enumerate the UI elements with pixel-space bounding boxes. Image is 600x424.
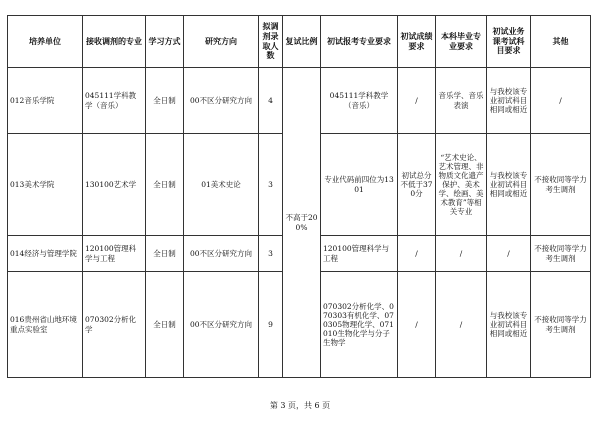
cell-score-req: 初试总分不低于370分	[398, 134, 436, 236]
cell-subject-req: /	[487, 236, 531, 272]
cell-unit: 012音乐学院	[8, 68, 83, 134]
header-unit: 培养单位	[8, 16, 83, 68]
cell-mode: 全日制	[146, 236, 184, 272]
header-row	[8, 16, 591, 68]
cell-unit: 016贵州省山地环境重点实验室	[8, 272, 83, 378]
cell-first-major-req: 070302分析化学、070303有机化学、070305物理化学、071010生物化学与分子生物学	[321, 272, 398, 378]
cell-quota: 9	[259, 272, 283, 378]
header-mode: 学习方式	[146, 16, 184, 68]
cell-other: /	[531, 68, 591, 134]
cell-direction: 01美术史论	[184, 134, 259, 236]
cell-unit: 014经济与管理学院	[8, 236, 83, 272]
cell-score-req: /	[398, 68, 436, 134]
header-other: 其他	[531, 16, 591, 68]
header-quota: 拟调剂录取人数	[259, 16, 283, 68]
cell-subject-req: 与我校该专业初试科目相同或相近	[487, 134, 531, 236]
header-undergrad-req: 本科毕业专业要求	[436, 16, 487, 68]
cell-direction: 00不区分研究方向	[184, 68, 259, 134]
page-footer: 第 3 页，共 6 页	[269, 401, 331, 410]
cell-direction: 00不区分研究方向	[184, 236, 259, 272]
cell-undergrad-req: /	[436, 272, 487, 378]
cell-major: 120100管理科学与工程	[83, 236, 146, 272]
cell-ratio: 不高于200%	[283, 68, 321, 378]
header-direction: 研究方向	[184, 16, 259, 68]
header-first-major-req: 初试报考专业要求	[321, 16, 398, 68]
header-ratio: 复试比例	[283, 16, 321, 68]
cell-undergrad-req: 音乐学、音乐表演	[436, 68, 487, 134]
cell-quota: 3	[259, 134, 283, 236]
cell-first-major-req: 专业代码前四位为1301	[321, 134, 398, 236]
header-score-req: 初试成绩要求	[398, 16, 436, 68]
table-row	[8, 68, 591, 134]
cell-undergrad-req: /	[436, 236, 487, 272]
cell-quota: 4	[259, 68, 283, 134]
cell-first-major-req: 045111学科教学（音乐）	[321, 68, 398, 134]
cell-first-major-req: 120100管理科学与工程	[321, 236, 398, 272]
cell-mode: 全日制	[146, 68, 184, 134]
cell-major: 045111学科教学（音乐）	[83, 68, 146, 134]
cell-direction: 00不区分研究方向	[184, 272, 259, 378]
header-subject-req: 初试业务课考试科目要求	[487, 16, 531, 68]
header-major: 接收调剂的专业	[83, 16, 146, 68]
cell-score-req: /	[398, 236, 436, 272]
cell-unit: 013美术学院	[8, 134, 83, 236]
cell-major: 130100艺术学	[83, 134, 146, 236]
cell-other: 不接收同等学力考生调剂	[531, 134, 591, 236]
cell-subject-req: 与我校该专业初试科目相同或相近	[487, 68, 531, 134]
cell-other: 不接收同等学力考生调剂	[531, 272, 591, 378]
cell-other: 不接收同等学力考生调剂	[531, 236, 591, 272]
cell-score-req: /	[398, 272, 436, 378]
cell-subject-req: 与我校该专业初试科目相同或相近	[487, 272, 531, 378]
cell-mode: 全日制	[146, 272, 184, 378]
cell-undergrad-req: “艺术史论、艺术管理、非物质文化遗产保护、美术学、绘画、美术教育”等相关专业	[436, 134, 487, 236]
cell-mode: 全日制	[146, 134, 184, 236]
cell-major: 070302分析化学	[83, 272, 146, 378]
adjustment-table	[7, 15, 591, 378]
cell-quota: 3	[259, 236, 283, 272]
